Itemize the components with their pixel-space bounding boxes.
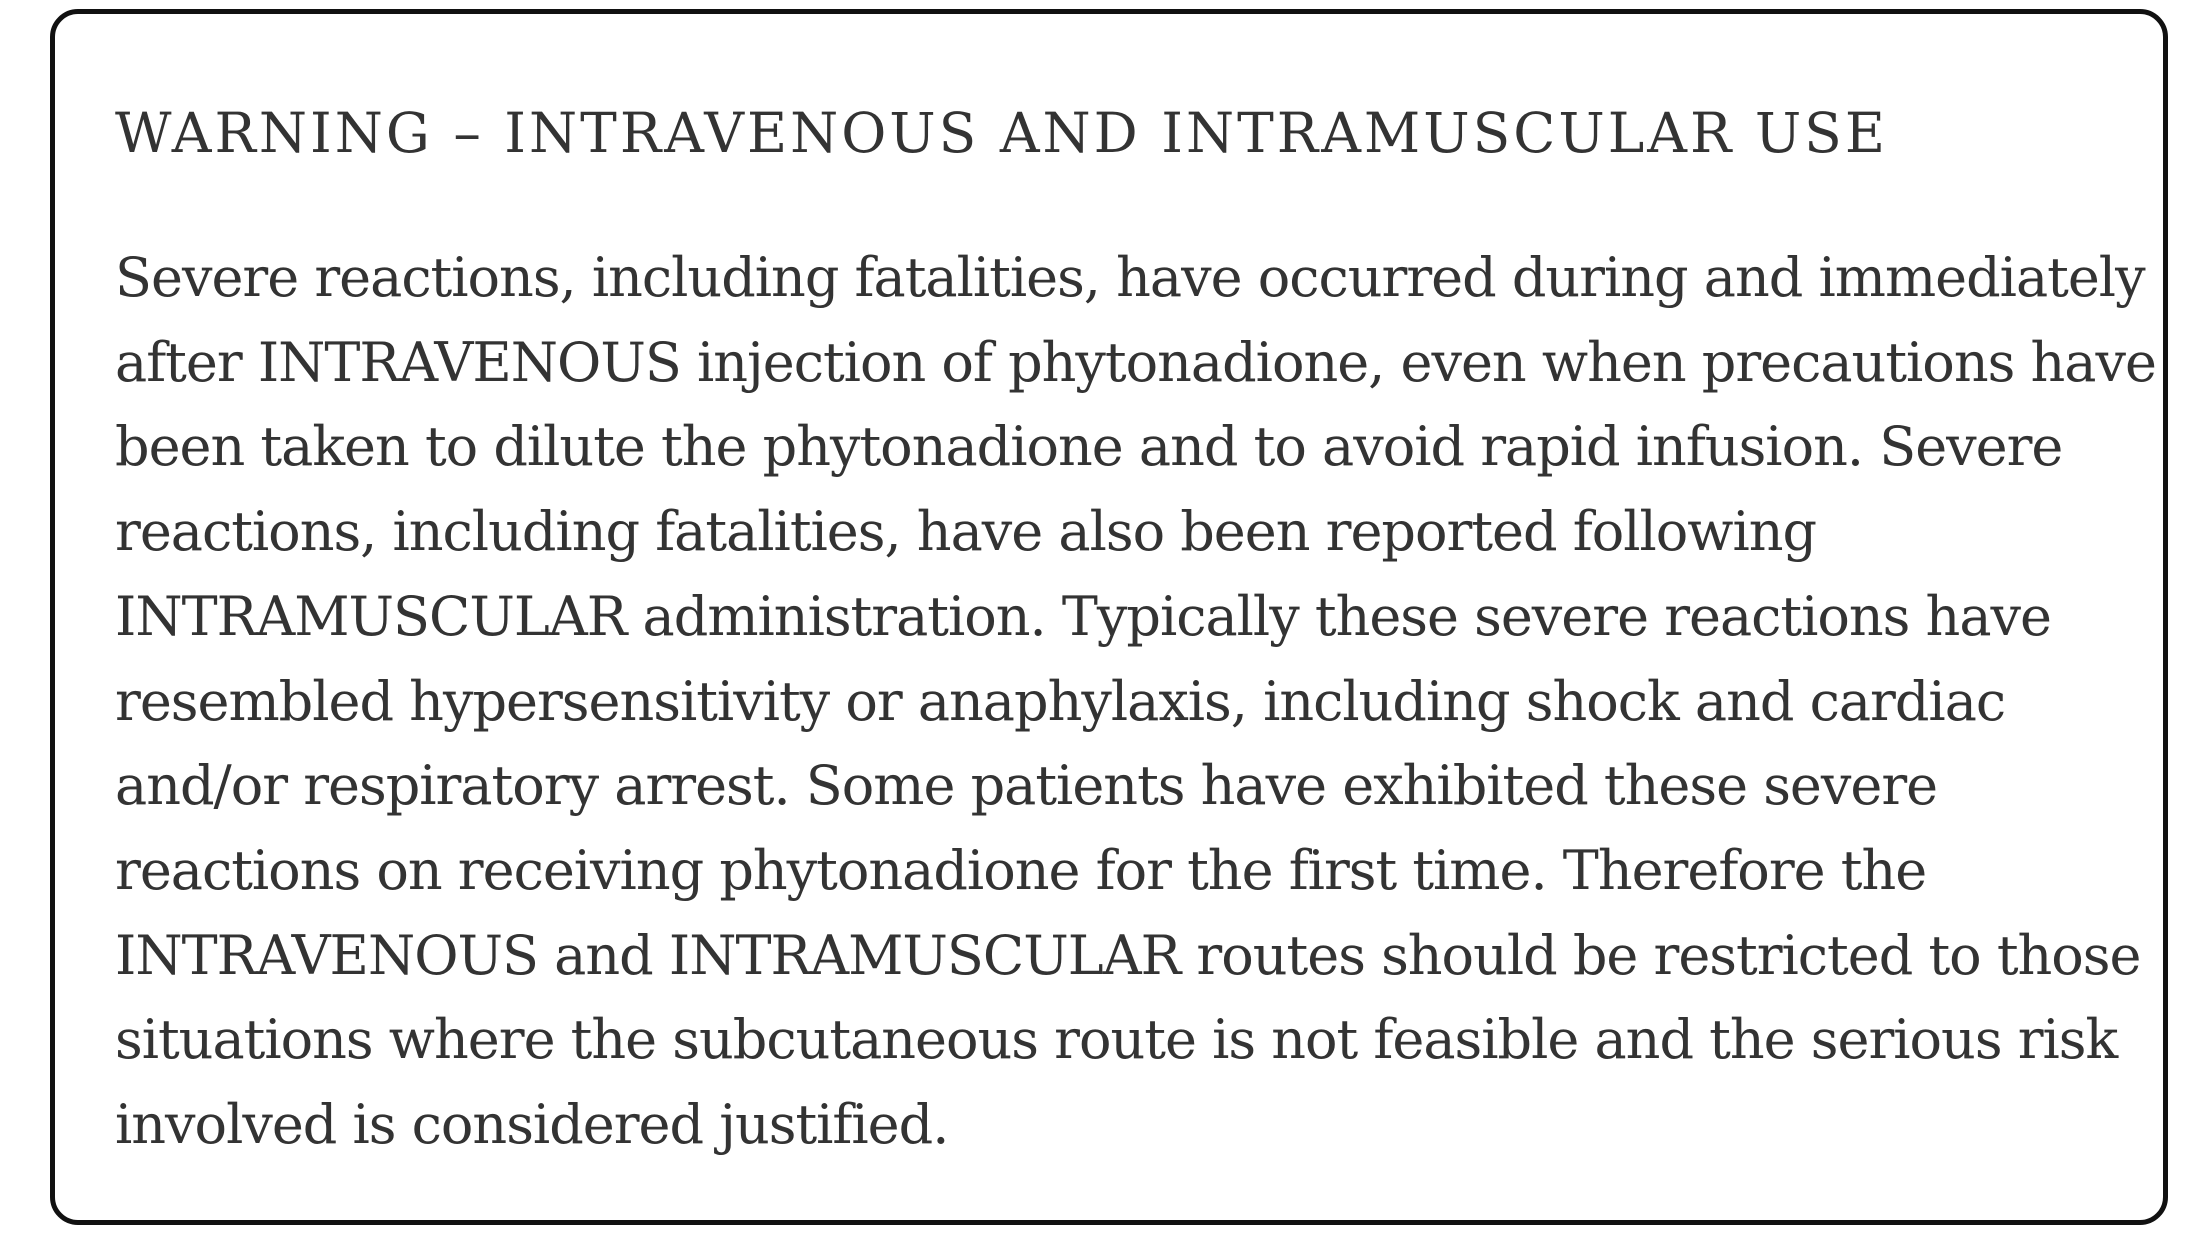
warning-body-line: reactions, including fatalities, have also been reported following xyxy=(115,500,1817,564)
warning-body-line: situations where the subcutaneous route is not feasible and the serious risk xyxy=(115,1008,2118,1072)
warning-body-line: been taken to dilute the phytonadione and to avoid rapid infusion. Severe xyxy=(115,415,2063,479)
warning-body-line: Severe reactions, including fatalities, have occurred during and immediately xyxy=(115,246,2145,309)
warning-title: WARNING – INTRAVENOUS AND INTRAMUSCULAR USE xyxy=(115,101,1889,165)
warning-body-line: after INTRAVENOUS injection of phytonadione, even when precautions have xyxy=(115,330,2156,394)
warning-body-line: INTRAVENOUS and INTRAMUSCULAR routes should be restricted to those xyxy=(115,923,2141,987)
warning-body-line: resembled hypersensitivity or anaphylaxis, including shock and cardiac xyxy=(115,669,2006,733)
boxed-warning xyxy=(50,9,2168,1225)
warning-body-line: reactions on receiving phytonadione for the first time. Therefore the xyxy=(115,838,1927,902)
warning-body xyxy=(115,236,2156,1168)
warning-body-line: INTRAMUSCULAR administration. Typically these severe reactions have xyxy=(115,584,2051,648)
warning-body-line: and/or respiratory arrest. Some patients have exhibited these severe xyxy=(115,754,1938,818)
warning-body-line: involved is considered justified. xyxy=(115,1093,949,1157)
